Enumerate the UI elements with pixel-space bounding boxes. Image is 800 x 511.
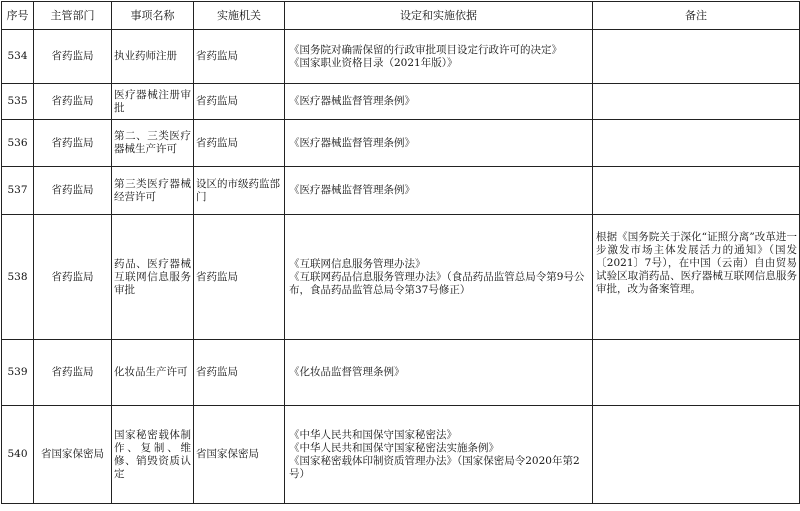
basis-line: 《化妆品监督管理条例》 bbox=[289, 366, 405, 378]
row-number: 537 bbox=[2, 167, 34, 215]
table-row bbox=[2, 167, 800, 215]
row-number: 540 bbox=[2, 406, 34, 504]
row-org: 省药监局 bbox=[194, 84, 285, 120]
row-item: 医疗器械注册审批 bbox=[112, 84, 194, 120]
basis-line: 《医疗器械监督管理条例》 bbox=[289, 184, 415, 196]
row-basis bbox=[285, 167, 593, 215]
row-number: 538 bbox=[2, 215, 34, 340]
row-item: 化妆品生产许可 bbox=[112, 340, 194, 406]
row-note bbox=[593, 340, 800, 406]
basis-line: 《中华人民共和国保守国家秘密法实施条例》 bbox=[289, 441, 499, 454]
row-org: 设区的市级药监部门 bbox=[194, 167, 285, 215]
header-dept: 主管部门 bbox=[34, 2, 112, 30]
basis-line: 《中华人民共和国保守国家秘密法》 bbox=[289, 428, 457, 441]
row-dept: 省药监局 bbox=[34, 340, 112, 406]
row-dept: 省药监局 bbox=[34, 167, 112, 215]
row-dept: 省药监局 bbox=[34, 30, 112, 84]
row-item: 第三类医疗器械经营许可 bbox=[112, 167, 194, 215]
table-row bbox=[2, 84, 800, 120]
table-row bbox=[2, 120, 800, 167]
row-org: 省药监局 bbox=[194, 120, 285, 167]
row-note bbox=[593, 406, 800, 504]
row-basis bbox=[285, 215, 593, 340]
row-number: 536 bbox=[2, 120, 34, 167]
row-basis bbox=[285, 30, 593, 84]
row-dept: 省药监局 bbox=[34, 84, 112, 120]
row-item: 执业药师注册 bbox=[112, 30, 194, 84]
basis-line: 《互联网信息服务管理办法》 bbox=[289, 257, 426, 270]
row-org: 省国家保密局 bbox=[194, 406, 285, 504]
row-note: 根据《国务院关于深化“证照分离”改革进一步激发市场主体发展活力的通知》（国发〔2021〕7号），在中国（云南）自由贸易试验区取消药品、医疗器械互联网信息服务审批，改为备案管理。 bbox=[593, 215, 800, 340]
table-row bbox=[2, 406, 800, 504]
row-org: 省药监局 bbox=[194, 215, 285, 340]
basis-line: 《国务院对确需保留的行政审批项目设定行政许可的决定》 bbox=[289, 43, 562, 56]
approval-items-table bbox=[1, 1, 800, 504]
row-dept: 省药监局 bbox=[34, 215, 112, 340]
header-basis: 设定和实施依据 bbox=[285, 2, 593, 30]
row-number: 534 bbox=[2, 30, 34, 84]
row-basis bbox=[285, 340, 593, 406]
row-basis bbox=[285, 406, 593, 504]
row-org: 省药监局 bbox=[194, 30, 285, 84]
table-row bbox=[2, 340, 800, 406]
table-row bbox=[2, 215, 800, 340]
row-number: 535 bbox=[2, 84, 34, 120]
row-item: 国家秘密载体制作、复制、维修、销毁资质认定 bbox=[112, 406, 194, 504]
row-item: 第二、三类医疗器械生产许可 bbox=[112, 120, 194, 167]
row-basis bbox=[285, 120, 593, 167]
basis-line: 《医疗器械监督管理条例》 bbox=[289, 136, 415, 149]
row-note bbox=[593, 30, 800, 84]
row-item: 药品、医疗器械互联网信息服务审批 bbox=[112, 215, 194, 340]
basis-line: 《国家职业资格目录（2021年版）》 bbox=[289, 56, 458, 69]
basis-line: 《国家秘密载体印制资质管理办法》（国家保密局令2020年第2号） bbox=[289, 454, 580, 480]
basis-line: 《互联网药品信息服务管理办法》（食品药品监管总局令第9号公布，食品药品监管总局令第37号修正） bbox=[289, 270, 585, 296]
row-note bbox=[593, 84, 800, 120]
header-note: 备注 bbox=[593, 2, 800, 30]
row-note bbox=[593, 120, 800, 167]
row-number: 539 bbox=[2, 340, 34, 406]
header-item: 事项名称 bbox=[112, 2, 194, 30]
header-row bbox=[2, 2, 800, 30]
row-basis bbox=[285, 84, 593, 120]
row-org: 省药监局 bbox=[194, 340, 285, 406]
row-dept: 省国家保密局 bbox=[34, 406, 112, 504]
basis-line: 《医疗器械监督管理条例》 bbox=[289, 95, 415, 107]
row-note bbox=[593, 167, 800, 215]
row-dept: 省药监局 bbox=[34, 120, 112, 167]
table-row bbox=[2, 30, 800, 84]
header-no: 序号 bbox=[2, 2, 34, 30]
header-org: 实施机关 bbox=[194, 2, 285, 30]
